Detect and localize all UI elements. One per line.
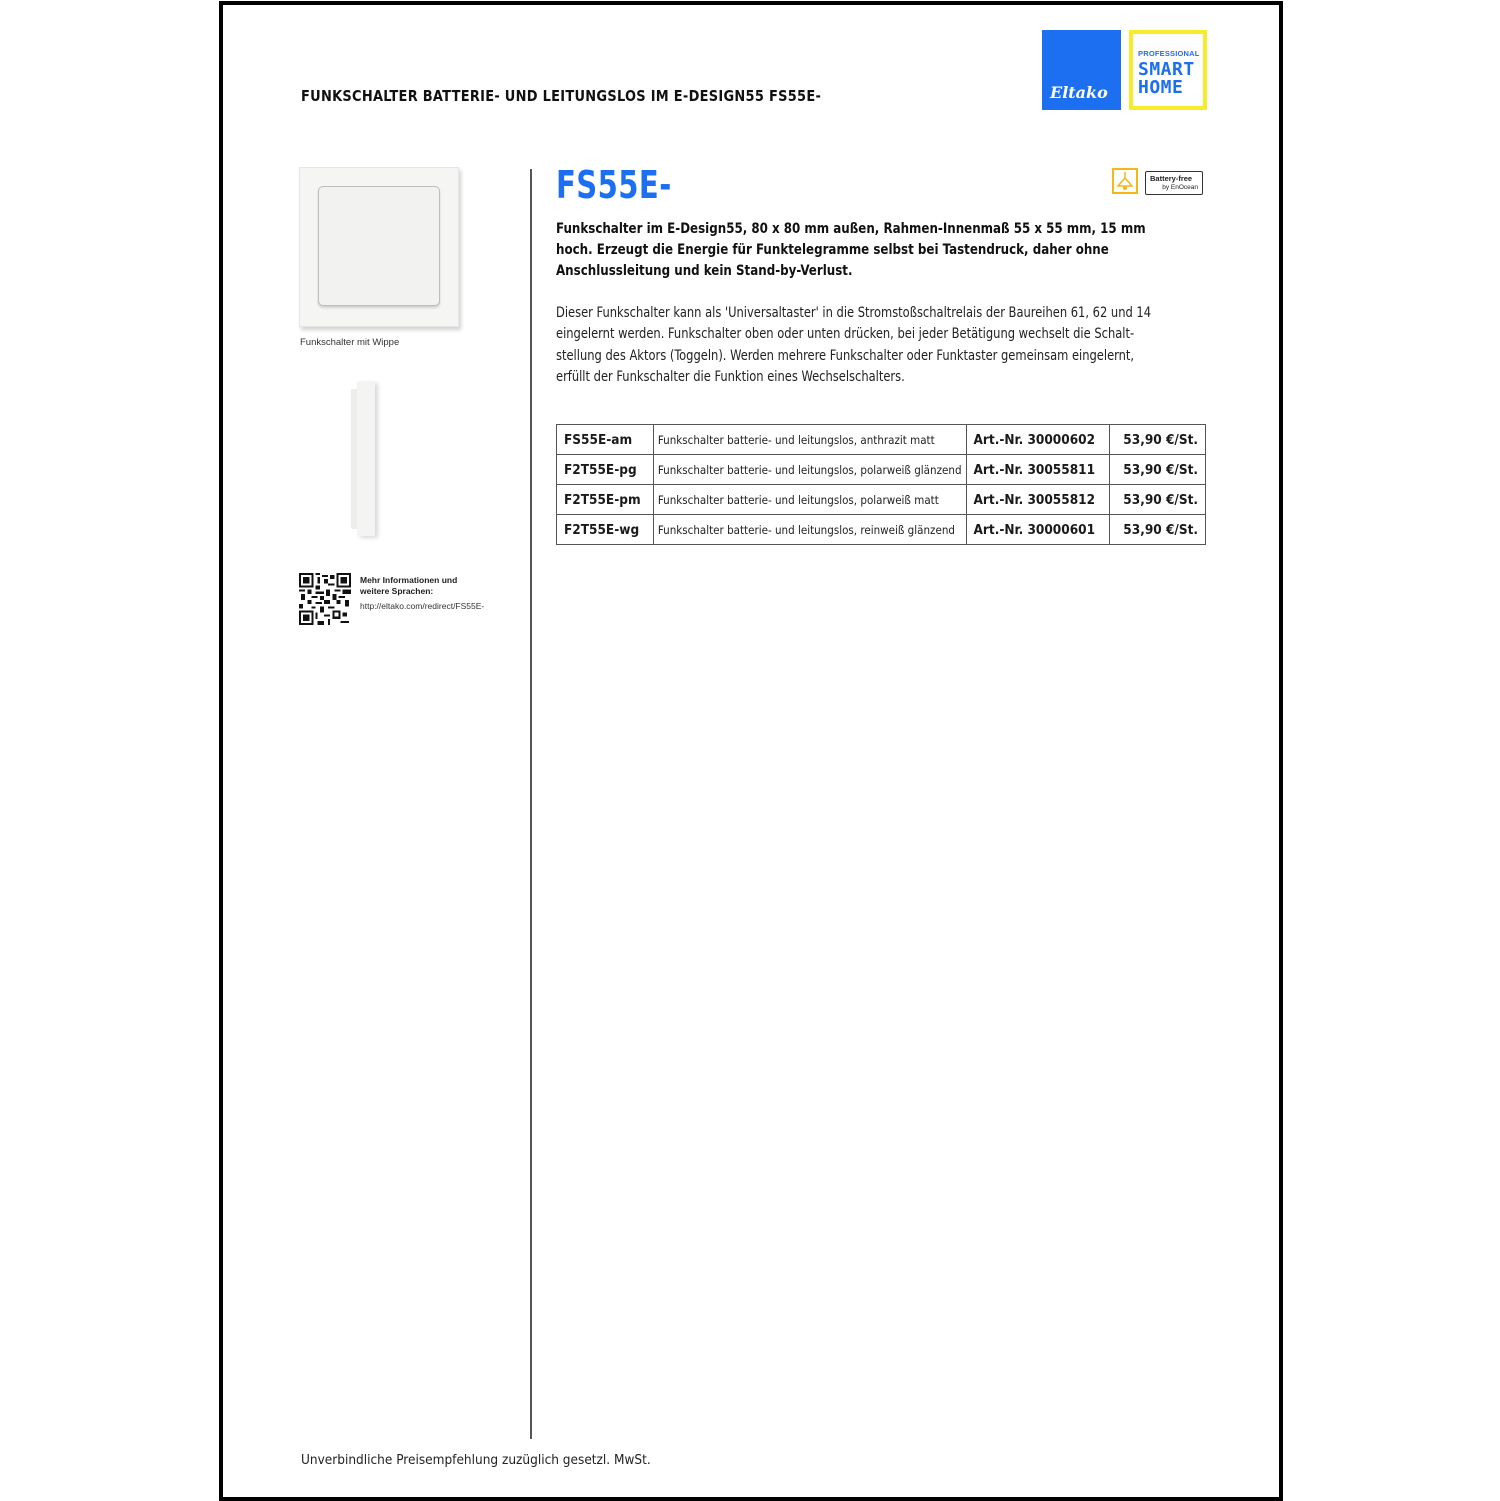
badge-line-3: HOME	[1138, 77, 1184, 98]
enocean-label: by EnOcean	[1162, 184, 1198, 191]
qr-label: Mehr Informationen und weitere Sprachen:	[360, 575, 458, 596]
variant-description: Funkschalter batterie- und leitungslos, reinweiß glänzend	[653, 515, 966, 545]
product-title: FS55E-	[556, 163, 672, 207]
price-disclaimer: Unverbindliche Preisempfehlung zuzüglich gesetzl. MwSt.	[301, 1452, 651, 1468]
variant-code: FS55E-am	[557, 425, 654, 455]
product-lead-text: Funkschalter im E-Design55, 80 x 80 mm außen, Rahmen-Innenmaß 55 x 55 mm, 15 mm hoch. Erzeugt die Energie für Funktelegramme selbst bei Tastendruck, daher ohne Anschlussleitung und kein Stand-by-Verlust.	[556, 221, 1146, 279]
eltako-logo-text: Eltako	[1050, 83, 1108, 102]
lamp-icon	[1112, 168, 1138, 194]
table-row	[557, 425, 1206, 455]
battery-free-badge	[1145, 171, 1203, 195]
battery-free-label: Battery-free	[1150, 174, 1193, 183]
variant-article-number: Art.-Nr. 30000601	[966, 515, 1109, 545]
badge-line-1: PROFESSIONAL	[1138, 49, 1200, 58]
badge-line-2: SMART	[1138, 59, 1195, 80]
variant-price: 53,90 €/St.	[1109, 455, 1205, 485]
datasheet-page	[219, 1, 1283, 1501]
switch-front-image	[299, 167, 459, 327]
qr-code-icon[interactable]	[299, 573, 351, 625]
variant-description: Funkschalter batterie- und leitungslos, anthrazit matt	[653, 425, 966, 455]
product-description: Dieser Funkschalter kann als 'Universaltaster' in die Stromstoßschaltrelais der Baureihen 61, 62 und 14 eingelernt werden. Funkschalter oben oder unten drücken, bei jeder Betätigung wechselt die Schaltstellung des Aktors (Toggeln). Werden mehrere Funkschalter oder Funktaster gemeinsam eingelernt, erfüllt der Funkschalter die Funktion eines Wechselschalters.	[556, 305, 1152, 385]
column-divider	[530, 169, 532, 1439]
table-row	[557, 455, 1206, 485]
variant-article-number: Art.-Nr. 30055811	[966, 455, 1109, 485]
eltako-logo	[1042, 30, 1121, 110]
variant-article-number: Art.-Nr. 30000602	[966, 425, 1109, 455]
qr-url-link[interactable]: http://eltako.com/redirect/FS55E-	[360, 601, 485, 611]
variant-description: Funkschalter batterie- und leitungslos, polarweiß glänzend	[653, 455, 966, 485]
table-row	[557, 485, 1206, 515]
variant-code: F2T55E-pm	[557, 485, 654, 515]
variants-table	[556, 424, 1206, 545]
variant-description: Funkschalter batterie- und leitungslos, polarweiß matt	[653, 485, 966, 515]
image-caption: Funkschalter mit Wippe	[300, 337, 400, 348]
variant-price: 53,90 €/St.	[1109, 485, 1205, 515]
variant-article-number: Art.-Nr. 30055812	[966, 485, 1109, 515]
variant-code: F2T55E-wg	[557, 515, 654, 545]
table-row	[557, 515, 1206, 545]
professional-smart-home-badge	[1129, 30, 1207, 110]
document-title: FUNKSCHALTER BATTERIE- UND LEITUNGSLOS IM E-DESIGN55 FS55E-	[301, 87, 822, 105]
variant-code: F2T55E-pg	[557, 455, 654, 485]
switch-rocker	[318, 186, 440, 306]
variant-price: 53,90 €/St.	[1109, 515, 1205, 545]
variant-price: 53,90 €/St.	[1109, 425, 1205, 455]
switch-side-image	[357, 381, 375, 536]
